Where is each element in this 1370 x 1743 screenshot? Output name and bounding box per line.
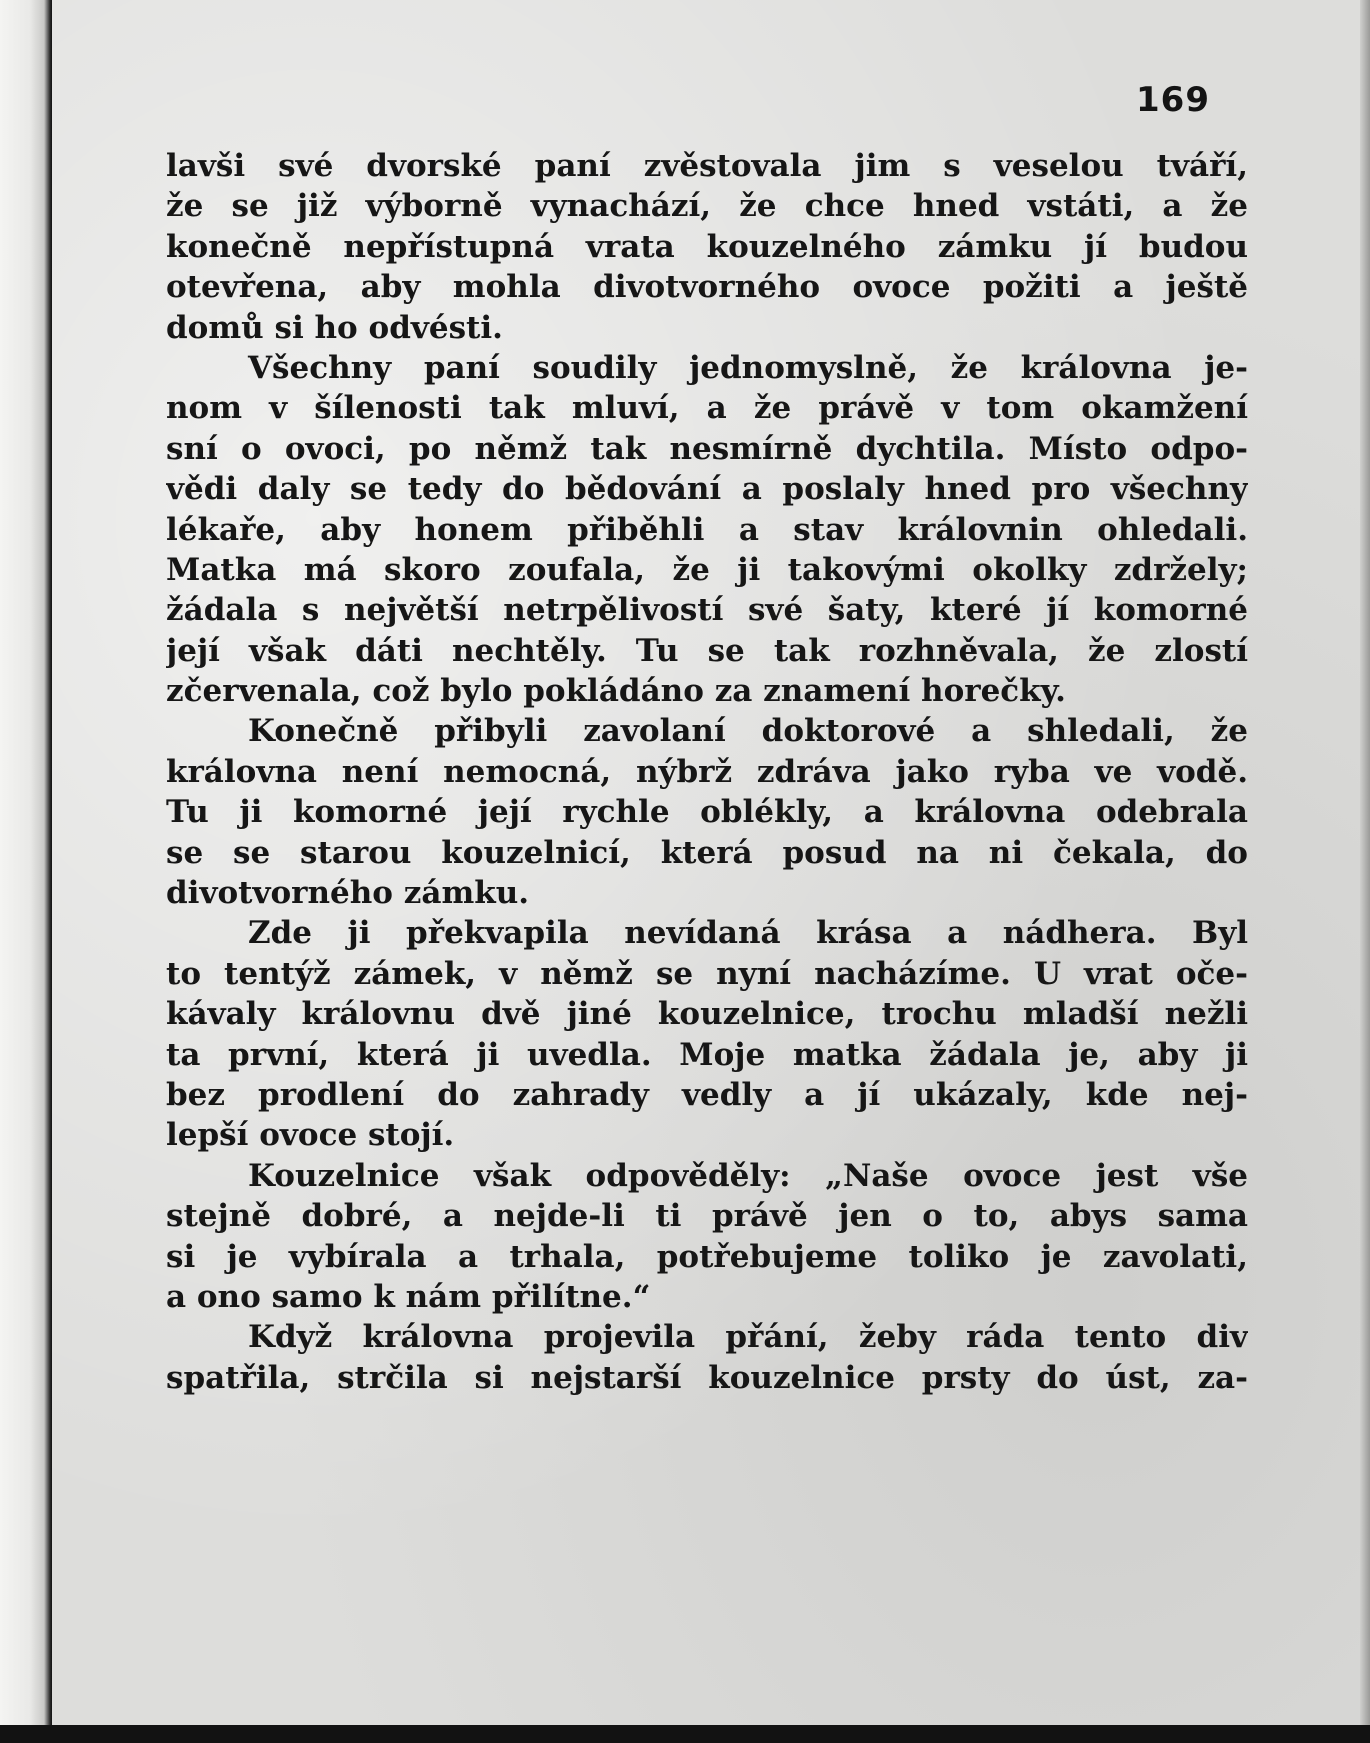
text-line: spatřila, strčila si nejstarší kouzelnice prsty do úst, za- <box>166 1359 1248 1396</box>
text-line: Zde ji překvapila nevídaná krása a nádhera. Byl <box>248 915 1248 952</box>
scan-left-margin <box>0 0 52 1743</box>
book-page <box>52 0 1360 1725</box>
scan-bottom-edge <box>0 1725 1370 1743</box>
page-number: 169 <box>1136 80 1210 120</box>
text-line: se se starou kouzelnicí, která posud na ni čekala, do <box>166 834 1248 871</box>
body-text <box>166 146 1248 1398</box>
text-line: domů si ho odvésti. <box>166 309 503 346</box>
text-line: ta první, která ji uvedla. Moje matka žádala je, aby ji <box>166 1036 1248 1073</box>
text-line: Tu ji komorné její rychle oblékly, a královna odebrala <box>166 794 1248 831</box>
text-line: lékaře, aby honem přiběhli a stav královnin ohledali. <box>166 511 1248 548</box>
text-line: a ono samo k nám přilítne.“ <box>166 1278 651 1315</box>
text-line: stejně dobré, a nejde-li ti právě jen o to, abys sama <box>166 1198 1248 1235</box>
text-line: lepší ovoce stojí. <box>166 1117 455 1154</box>
text-line: divotvorného zámku. <box>166 875 530 912</box>
text-line: sní o ovoci, po němž tak nesmírně dychtila. Místo odpo- <box>166 430 1248 467</box>
text-line: nom v šílenosti tak mluví, a že právě v tom okamžení <box>166 390 1248 427</box>
text-line: konečně nepřístupná vrata kouzelného zámku jí budou <box>166 228 1248 265</box>
text-line: Všechny paní soudily jednomyslně, že královna je- <box>248 349 1248 386</box>
text-line: Matka má skoro zoufala, že ji takovými okolky zdržely; <box>166 551 1248 588</box>
text-line: že se již výborně vynachází, že chce hned vstáti, a že <box>166 188 1248 225</box>
text-line: kávaly královnu dvě jiné kouzelnice, trochu mladší nežli <box>166 996 1248 1033</box>
scan-right-edge <box>1360 0 1370 1743</box>
text-line: její však dáti nechtěly. Tu se tak rozhněvala, že zlostí <box>166 632 1248 669</box>
text-line: Kouzelnice však odpověděly: „Naše ovoce jest vše <box>248 1157 1248 1194</box>
text-line: otevřena, aby mohla divotvorného ovoce požiti a ještě <box>166 269 1248 306</box>
text-line: si je vybírala a trhala, potřebujeme toliko je zavolati, <box>166 1238 1248 1275</box>
text-line: bez prodlení do zahrady vedly a jí ukázaly, kde nej- <box>166 1076 1248 1113</box>
text-line: žádala s největší netrpělivostí své šaty, které jí komorné <box>166 592 1248 629</box>
text-line: to tentýž zámek, v němž se nyní nacházíme. U vrat oče- <box>166 955 1248 992</box>
text-line: Konečně přibyli zavolaní doktorové a shledali, že <box>248 713 1248 750</box>
text-line: královna není nemocná, nýbrž zdráva jako ryba ve vodě. <box>166 753 1248 790</box>
text-line: Když královna projevila přání, žeby ráda tento div <box>248 1319 1248 1356</box>
text-line: lavši své dvorské paní zvěstovala jim s veselou tváří, <box>166 148 1248 184</box>
text-line: vědi daly se tedy do bědování a poslaly hned pro všechny <box>166 471 1248 508</box>
text-line: zčervenala, což bylo pokládáno za znamení horečky. <box>166 673 1066 710</box>
